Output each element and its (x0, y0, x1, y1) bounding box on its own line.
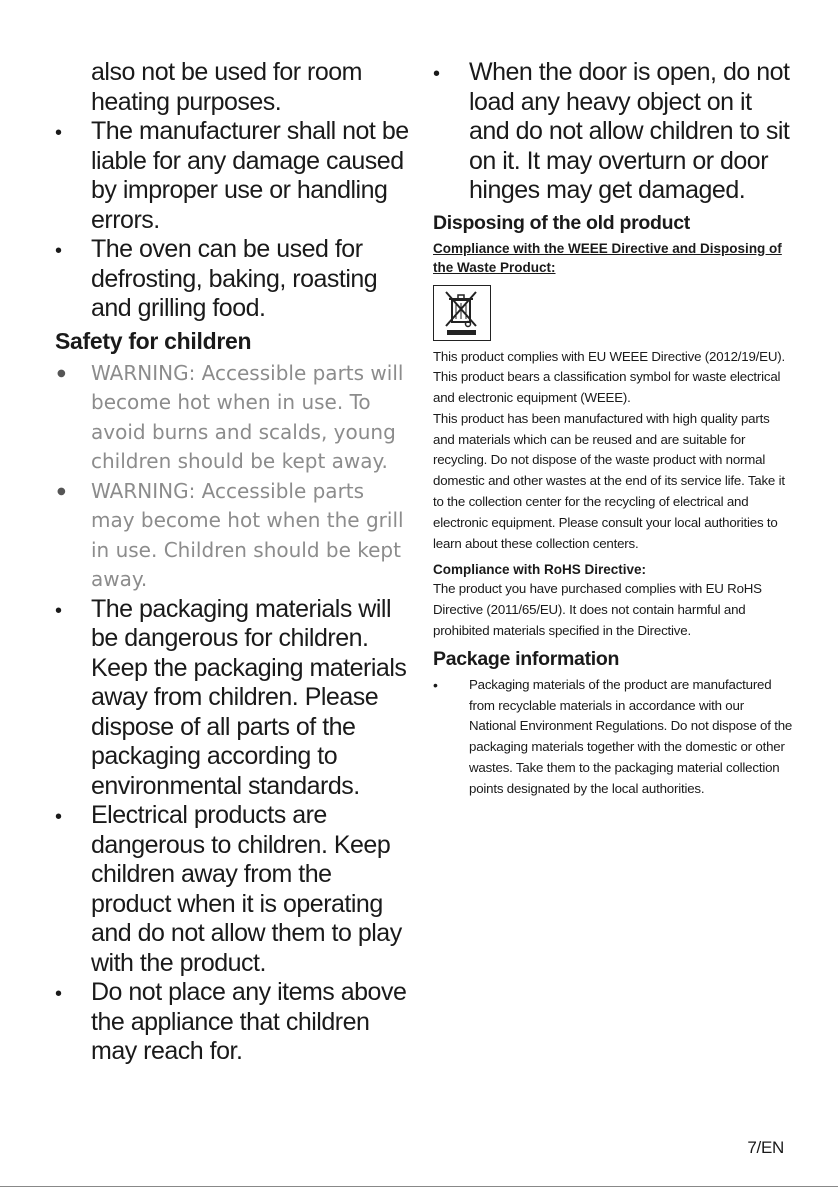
warning-text: WARNING: Accessible parts will become hot when in use. To avoid burns and scalds, young children should be kept away. (91, 360, 404, 473)
weee-subheading: Compliance with the WEEE Directive and Disposing of the Waste Product: (433, 240, 782, 275)
list-item (55, 978, 410, 1067)
list-item-text: When the door is open, do not load any heavy object on it and do not allow children to sit on it. It may overturn or door hinges may get damaged. (469, 58, 790, 204)
warning-item (55, 477, 410, 595)
rohs-subheading: Compliance with RoHS Directive: (433, 562, 647, 578)
safety-heading: Safety for children (55, 327, 252, 354)
list-item-text: Packaging materials of the product are manufactured from recyclable materials in accordance with our National Environment Regulations. Do not dispose of the packaging materials together with the domestic or other wastes. Take them to the packaging material collection points designated by the local authorities. (469, 676, 793, 796)
bullet-icon (55, 801, 91, 833)
bullet-icon (55, 359, 91, 393)
bullet-icon (433, 58, 440, 90)
list-item (55, 595, 410, 802)
weee-bin-icon (433, 285, 491, 341)
bullet-icon (55, 235, 91, 267)
list-item-text: The packaging materials will be dangerous for children. Keep the packaging materials away from children. Please dispose of all parts of the packaging according to environmental standards. (91, 594, 407, 800)
bullet-icon (433, 675, 438, 697)
list-item-text: The manufacturer shall not be liable for any damage caused by improper use or handling errors. (91, 117, 409, 234)
bullet-icon (55, 117, 91, 149)
intro-continuation: also not be used for room heating purposes. (91, 58, 362, 116)
left-column (55, 58, 410, 1067)
warning-item (55, 359, 410, 477)
list-item-text: Do not place any items above the appliance that children may reach for. (91, 978, 407, 1065)
warning-text: WARNING: Accessible parts may become hot when the grill in use. Children should be kept away. (91, 478, 404, 591)
list-item-text: The oven can be used for defrosting, baking, roasting and grilling food. (91, 235, 378, 322)
list-item (55, 801, 410, 978)
bullet-icon (55, 978, 91, 1010)
list-item-text: Electrical products are dangerous to children. Keep children away from the product when it is operating and do not allow them to play with the product. (91, 801, 402, 977)
bullet-icon (55, 595, 91, 627)
bottom-divider (0, 1186, 838, 1187)
weee-paragraph: This product has been manufactured with high quality parts and materials which can be reused and are suitable for recycling. Do not dispose of the waste product with normal domestic and other wastes at the end of its service life. Take it to the collection center for the recycling of electrical and electronic equipment. Please consult your local authorities to learn about these collection centers. (433, 410, 785, 551)
disposal-heading: Disposing of the old product (433, 211, 690, 234)
page-number: 7/EN (747, 1138, 784, 1157)
package-heading: Package information (433, 647, 620, 670)
weee-paragraph: This product complies with EU WEEE Directive (2012/19/EU). This product bears a classification symbol for waste electrical and electronic equipment (WEEE). (433, 348, 785, 406)
list-item (433, 675, 793, 800)
list-item (55, 117, 410, 235)
bullet-icon (55, 477, 91, 511)
list-item (55, 235, 410, 324)
crossed-bin-svg (434, 286, 489, 339)
right-column (433, 58, 793, 800)
rohs-paragraph: The product you have purchased complies with EU RoHS Directive (2011/65/EU). It does not contain harmful and prohibited materials specified in the Directive. (433, 581, 762, 639)
list-item (433, 58, 793, 206)
